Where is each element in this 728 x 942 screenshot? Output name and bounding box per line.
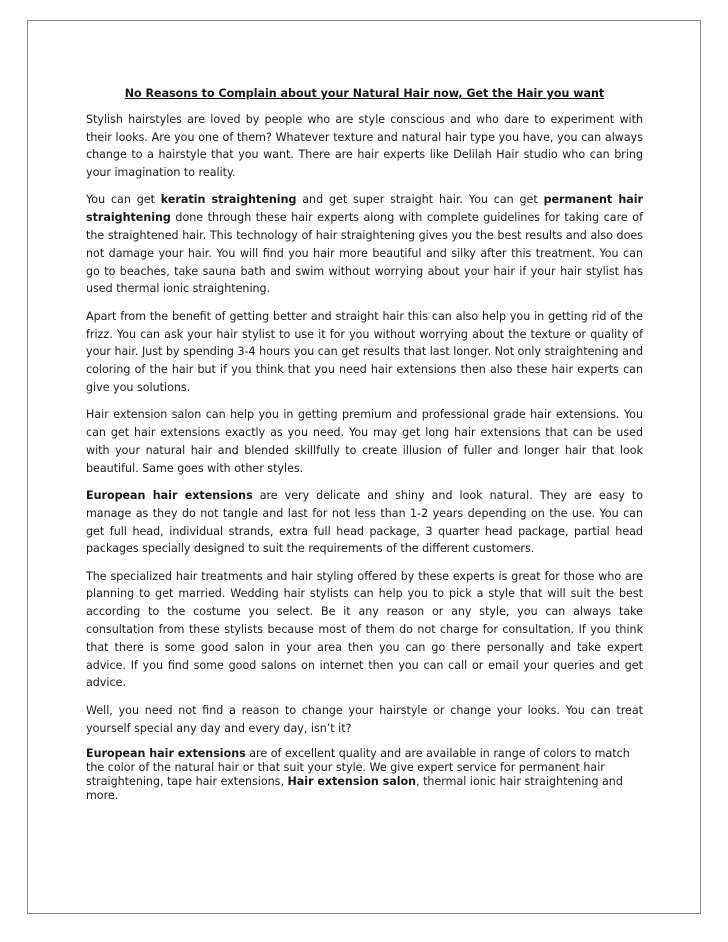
keyword-european-hair-extensions: European hair extensions	[86, 746, 246, 760]
keyword-hair-extension-salon: Hair extension salon	[287, 775, 417, 789]
text-run: are of excellent quality and are available in range of colors to match the color of the natural hair or that suit your style. We give expert service for permanent hair straightening, tape hair extensions,	[86, 746, 630, 789]
text-run: are very delicate and shiny and look natural. They are easy to manage as they do not tangle and last for not less than 1-2 years depending on the use. You can get full head, individual strands, extra full head package, 3 quarter head package, partial head packages specially designed to suit the requirements of the different customers.	[86, 488, 643, 556]
document-body	[86, 85, 643, 813]
paragraph-straightening	[86, 191, 643, 298]
text-run: and get super straight hair. You can get	[296, 193, 544, 207]
paragraph-wedding-styling: The specialized hair treatments and hair styling offered by these experts is great for those who are planning to get married. Wedding hair stylists can help you to pick a style that will suit the best according to the costume you select. Be it any reason or any style, you can always take consultation from these stylists because most of them do not charge for consultation. If you think that there is some good salon in your area then you can go there personally and take expert advice. If you find some good salons on internet then you can call or email your queries and get advice.	[86, 569, 643, 690]
paragraph-extension-salon: Hair extension salon can help you in getting premium and professional grade hair extensions. You can get hair extensions exactly as you need. You may get long hair extensions that can be used with your natural hair and blended skillfully to create illusion of fuller and longer hair that look beautiful. Same goes with other styles.	[86, 408, 643, 475]
paragraph-european-extensions	[86, 487, 643, 558]
document-title: No Reasons to Complain about your Natural Hair now, Get the Hair you want	[124, 87, 605, 100]
keyword-european-hair-extensions: European hair extensions	[86, 488, 253, 502]
paragraph-intro: Stylish hairstyles are loved by people who are style conscious and who dare to experiment with their looks. Are you one of them? Whatever texture and natural hair type you have, you can always change to a hairstyle that you want. There are hair experts like Delilah Hair studio who can bring your imagination to reality.	[86, 112, 643, 180]
paragraph-services	[86, 747, 643, 804]
keyword-permanent-hair-straightening: permanent hair straightening	[86, 193, 644, 225]
text-run: , thermal ionic hair straightening and more.	[86, 775, 623, 803]
text-run: You can get	[86, 193, 161, 207]
text-run: done through these hair experts along with complete guidelines for taking care of the straightened hair. This technology of hair straightening gives you the best results and also does not damage your hair. You will find you hair more beautiful and silky after this treatment. You can go to beaches, take sauna bath and swim without worrying about your hair if your hair stylist has used thermal ionic straightening.	[86, 211, 643, 296]
paragraph-conclusion: Well, you need not find a reason to change your hairstyle or change your looks. You can treat yourself special any day and every day, isn’t it?	[86, 703, 643, 735]
paragraph-frizz: Apart from the benefit of getting better and straight hair this can also help you in getting rid of the frizz. You can ask your hair stylist to use it for you without worrying about the texture or quality of your hair. Just by spending 3-4 hours you can get results that last longer. Not only straightening and coloring of the hair but if you think that you need hair extensions then also these hair experts can give you solutions.	[86, 309, 643, 394]
keyword-keratin-straightening: keratin straightening	[160, 193, 297, 207]
